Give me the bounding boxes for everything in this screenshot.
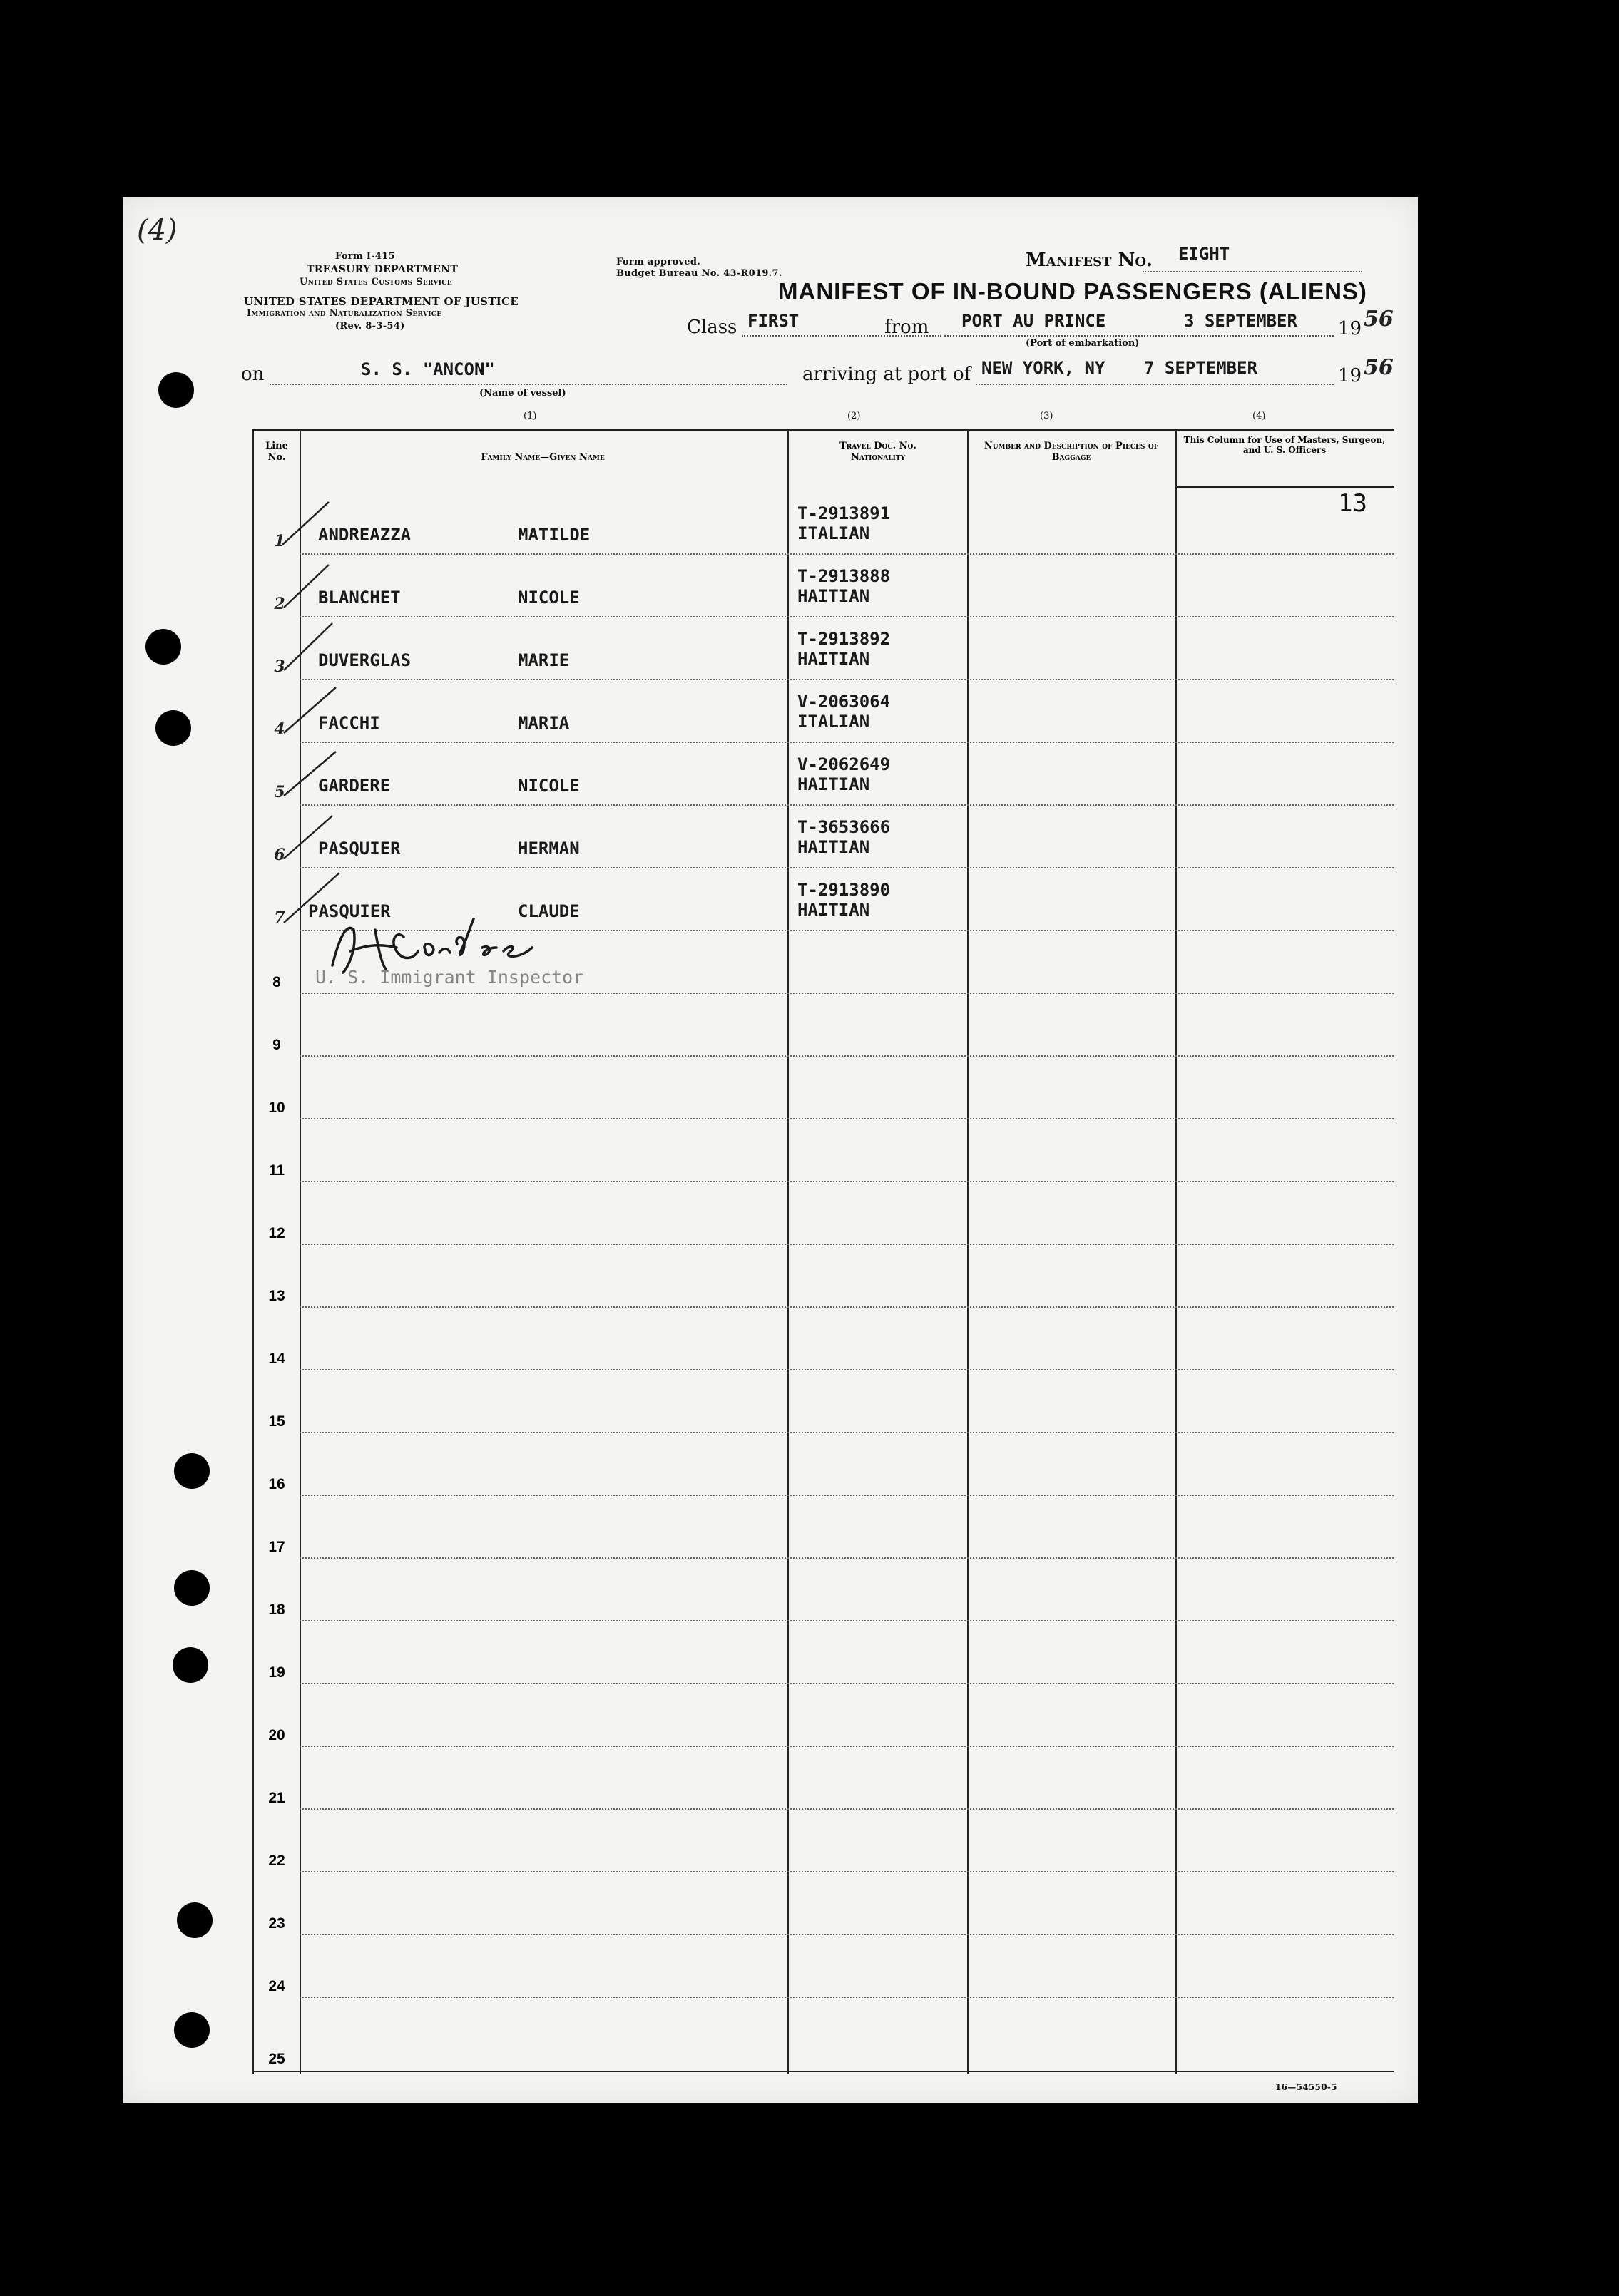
given-name: MARIE: [518, 650, 570, 670]
line-number: 14: [268, 1351, 285, 1367]
corner-mark: (4): [137, 214, 178, 247]
nationality: HAITIAN: [797, 586, 870, 606]
travel-doc: V-2062649: [797, 754, 891, 774]
class-label: Class: [687, 317, 737, 338]
binder-hole: [174, 1570, 210, 1606]
binder-hole: [174, 2012, 210, 2048]
empty-row-15: [254, 1370, 1394, 1433]
binder-hole: [155, 710, 191, 746]
col-num-2: (2): [847, 411, 861, 421]
col-head-line: Line No.: [265, 441, 288, 463]
col-num-4: (4): [1252, 411, 1266, 421]
manifest-no-label: Manifest No.: [1026, 250, 1153, 271]
arrival-year: 56: [1364, 355, 1394, 380]
binder-hole: [177, 1902, 213, 1938]
col-num-3: (3): [1040, 411, 1053, 421]
line-number: 7: [274, 908, 285, 927]
arrival-port: NEW YORK, NY: [981, 358, 1105, 378]
line-number: 16: [268, 1476, 285, 1492]
travel-doc: T-3653666: [797, 817, 891, 837]
form-approved: Form approved.: [616, 257, 701, 267]
embarkation-date: 3 SEPTEMBER: [1184, 311, 1297, 331]
passenger-row-6: [254, 806, 1394, 868]
line-number: 8: [272, 974, 281, 990]
empty-row-22: [254, 1810, 1394, 1872]
travel-doc: T-2913888: [797, 566, 891, 586]
embarkation-year: 56: [1364, 307, 1394, 332]
empty-row-19: [254, 1621, 1394, 1684]
line-number: 4: [274, 720, 285, 739]
travel-doc: T-2913891: [797, 503, 891, 523]
line-number: 22: [268, 1852, 285, 1869]
treasury-department: TREASURY DEPARTMENT: [307, 264, 459, 275]
family-name: BLANCHET: [318, 588, 401, 608]
passenger-row-4: [254, 680, 1394, 743]
nationality: HAITIAN: [797, 649, 870, 669]
given-name: CLAUDE: [518, 901, 580, 921]
family-name: GARDERE: [318, 776, 391, 796]
class-value: FIRST: [747, 311, 800, 331]
travel-doc: V-2063064: [797, 692, 891, 712]
nationality: HAITIAN: [797, 837, 870, 857]
line-number: 18: [268, 1601, 285, 1618]
family-name: FACCHI: [318, 713, 380, 733]
empty-row-16: [254, 1433, 1394, 1496]
given-name: HERMAN: [518, 839, 580, 859]
empty-row-20: [254, 1684, 1394, 1747]
nationality: HAITIAN: [797, 774, 870, 794]
year-prefix-1: 19: [1338, 318, 1362, 339]
passenger-row-2: [254, 555, 1394, 617]
empty-row-11: [254, 1119, 1394, 1182]
family-name: PASQUIER: [318, 839, 401, 859]
year-prefix-2: 19: [1338, 365, 1362, 386]
form-number: Form I-415: [335, 251, 395, 262]
col-num-1: (1): [524, 411, 537, 421]
given-name: NICOLE: [518, 588, 580, 608]
arriving-label: arriving at port of: [802, 364, 971, 385]
empty-row-25: [254, 1998, 1394, 2071]
empty-row-13: [254, 1245, 1394, 1308]
col-head-name: Family Name—Given Name: [481, 452, 605, 463]
binder-hole: [145, 629, 181, 665]
family-name: ANDREAZZA: [318, 525, 412, 545]
vessel-note: (Name of vessel): [479, 388, 566, 399]
line-number: 2: [274, 595, 285, 613]
passenger-row-1: [254, 492, 1394, 555]
nationality: ITALIAN: [797, 712, 870, 732]
binder-hole: [173, 1647, 208, 1683]
budget-bureau: Budget Bureau No. 43-R019.7.: [616, 268, 782, 279]
line-number: 19: [268, 1664, 285, 1681]
binder-hole: [174, 1453, 210, 1489]
line-number: 6: [274, 846, 285, 864]
embarkation-port: PORT AU PRINCE: [961, 311, 1106, 331]
empty-row-8: [254, 931, 1394, 994]
given-name: NICOLE: [518, 776, 580, 796]
line-number: 1: [274, 532, 285, 550]
empty-row-24: [254, 1935, 1394, 1998]
line-number: 10: [268, 1100, 285, 1116]
line-number: 12: [268, 1225, 285, 1241]
line-number: 5: [274, 783, 285, 801]
binder-hole: [158, 372, 194, 408]
port-embarkation-note: (Port of embarkation): [1026, 338, 1140, 349]
travel-doc: T-2913892: [797, 629, 891, 649]
line-number: 25: [268, 2051, 285, 2067]
empty-row-12: [254, 1182, 1394, 1245]
inspector-stamp: U. S. Immigrant Inspector: [315, 967, 584, 988]
manifest-sheet: [123, 197, 1418, 2103]
line-number: 15: [268, 1413, 285, 1430]
col-head-officers: This Column for Use of Masters, Surgeon, and U. S. Officers: [1183, 435, 1386, 455]
rev-date: (Rev. 8-3-54): [335, 321, 405, 332]
line-number: 23: [268, 1915, 285, 1932]
from-label: from: [884, 317, 929, 338]
customs-service: United States Customs Service: [300, 277, 452, 287]
empty-row-10: [254, 1057, 1394, 1119]
empty-row-14: [254, 1308, 1394, 1370]
line-number: 3: [274, 657, 285, 676]
on-label: on: [241, 364, 265, 385]
given-name: MARIA: [518, 713, 570, 733]
form-code: 16—54550-5: [1275, 2082, 1337, 2092]
line-number: 9: [272, 1037, 281, 1053]
arrival-date: 7 SEPTEMBER: [1144, 358, 1257, 378]
empty-row-9: [254, 994, 1394, 1057]
ins-label: Immigration and Naturalization Service: [247, 308, 442, 319]
officer-note: 13: [1338, 489, 1367, 518]
empty-row-21: [254, 1747, 1394, 1810]
vessel-name: S. S. "ANCON": [361, 359, 495, 379]
col-head-travel: Travel Doc. No. Nationality: [839, 441, 916, 463]
empty-row-18: [254, 1559, 1394, 1621]
department-of-justice: UNITED STATES DEPARTMENT OF JUSTICE: [244, 295, 519, 308]
line-number: 17: [268, 1539, 285, 1555]
tick-marks: [268, 431, 354, 944]
given-name: MATILDE: [518, 525, 591, 545]
passenger-row-3: [254, 617, 1394, 680]
manifest-number: EIGHT: [1178, 244, 1230, 264]
line-number: 13: [268, 1288, 285, 1304]
col-head-baggage: Number and Description of Pieces of Baggage: [984, 441, 1159, 463]
passenger-row-5: [254, 743, 1394, 806]
line-number: 21: [268, 1790, 285, 1806]
line-number: 20: [268, 1727, 285, 1743]
manifest-table: [252, 429, 1394, 2074]
nationality: ITALIAN: [797, 523, 870, 543]
empty-row-23: [254, 1872, 1394, 1935]
empty-row-17: [254, 1496, 1394, 1559]
line-number: 24: [268, 1978, 285, 1994]
line-number: 11: [268, 1162, 285, 1179]
page-title: MANIFEST OF IN-BOUND PASSENGERS (ALIENS): [778, 278, 1367, 304]
family-name: DUVERGLAS: [318, 650, 412, 670]
travel-doc: T-2913890: [797, 880, 891, 900]
nationality: HAITIAN: [797, 900, 870, 920]
family-name: PASQUIER: [308, 901, 391, 921]
